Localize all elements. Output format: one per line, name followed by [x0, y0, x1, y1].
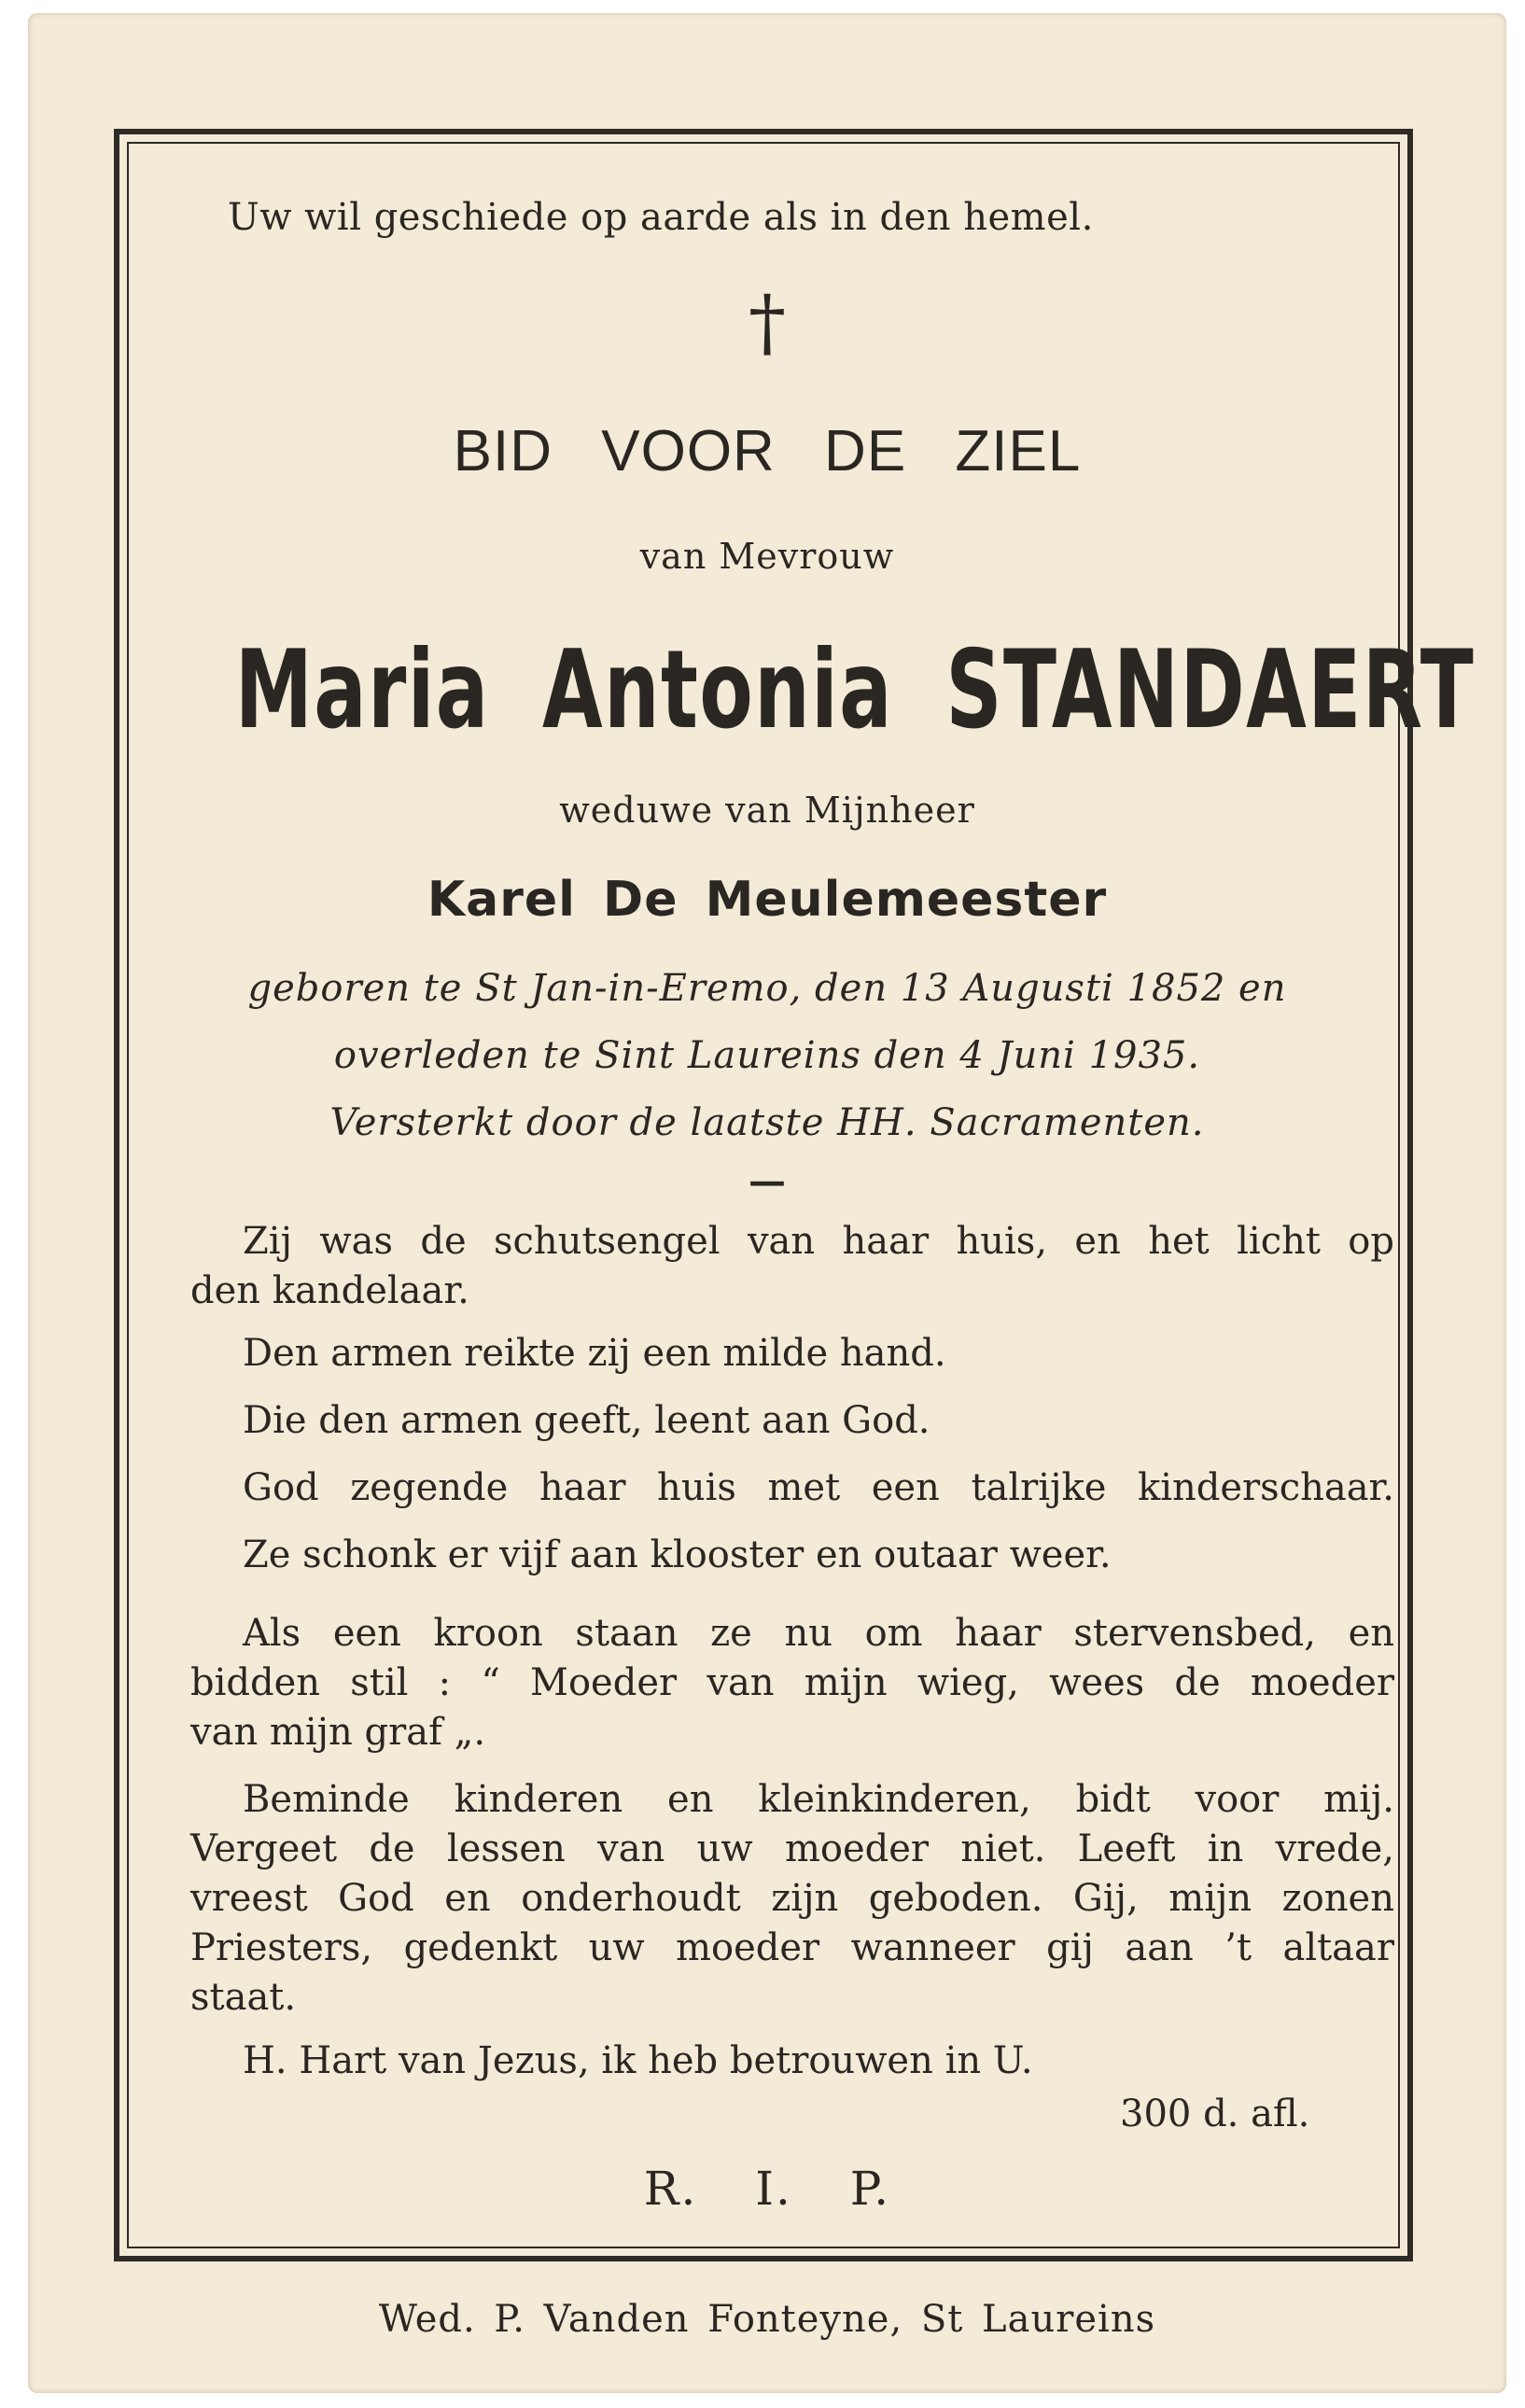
paragraph-line: Zij was de schutsengel van haar huis, en het licht op [243, 1220, 1394, 1263]
paragraph-line: God zegende haar huis met een talrijke kinderschaar. [243, 1466, 1394, 1509]
paragraph-6 [190, 1609, 1394, 1757]
paragraph-line: staat. [190, 1976, 297, 2019]
born-line: geboren te St Jan-in-Eremo, den 13 Augusti 1852 en [247, 967, 1287, 1010]
paragraph-7 [190, 1775, 1394, 2023]
epigraph: Uw wil geschiede op aarde als in den hemel. [228, 196, 1094, 239]
paragraph-line: Vergeet de lessen van uw moeder niet. Leeft in vrede, [190, 1827, 1394, 1870]
husband-name: Karel De Meulemeester [427, 872, 1108, 928]
paragraph-line: Den armen reikte zij een milde hand. [243, 1332, 946, 1375]
paragraph-2 [190, 1329, 1394, 1379]
heading: BID VOOR DE ZIEL [453, 419, 1082, 483]
paragraph-line: den kandelaar. [190, 1269, 469, 1312]
rip: R. I. P. [643, 2162, 891, 2216]
paragraph-line: bidden stil : “ Moeder van mijn wieg, wees de moeder [190, 1661, 1394, 1704]
paragraph-line: Ze schonk er vijf aan klooster en outaar weer. [243, 1533, 1112, 1576]
paragraph-line: Priesters, gedenkt uw moeder wanneer gij aan ’t altaar [190, 1926, 1394, 1969]
sacraments-line: Versterkt door de laatste HH. Sacramenten. [329, 1101, 1205, 1144]
prayer [190, 2037, 1394, 2086]
paragraph-3 [190, 1396, 1394, 1446]
printer-imprint: Wed. P. Vanden Fonteyne, St Laureins [378, 2298, 1156, 2341]
cross-icon: † [749, 279, 786, 366]
paragraph-line: vreest God en onderhoudt zijn geboden. Gij, mijn zonen [190, 1877, 1394, 1920]
paragraph-5 [190, 1531, 1394, 1580]
paragraph-1 [190, 1217, 1394, 1316]
separator: — [749, 1159, 786, 1203]
paragraph-line: van mijn graf „. [190, 1711, 486, 1754]
prayer-line: H. Hart van Jezus, ik heb betrouwen in U. [243, 2039, 1033, 2082]
paragraph-line: Die den armen geeft, leent aan God. [243, 1399, 930, 1442]
memorial-card [28, 13, 1506, 2393]
weduwe-line: weduwe van Mijnheer [559, 790, 975, 831]
died-line: overleden te Sint Laureins den 4 Juni 1935. [333, 1034, 1201, 1077]
van-mevrouw: van Mevrouw [639, 536, 895, 577]
paragraph-line: Als een kroon staan ze nu om haar stervensbed, en [243, 1612, 1394, 1655]
indulgence: 300 d. afl. [1120, 2093, 1310, 2135]
deceased-name: Maria Antonia STANDAERT [234, 627, 1476, 753]
paragraph-4 [190, 1463, 1394, 1513]
paragraph-line: Beminde kinderen en kleinkinderen, bidt voor mij. [243, 1778, 1394, 1821]
